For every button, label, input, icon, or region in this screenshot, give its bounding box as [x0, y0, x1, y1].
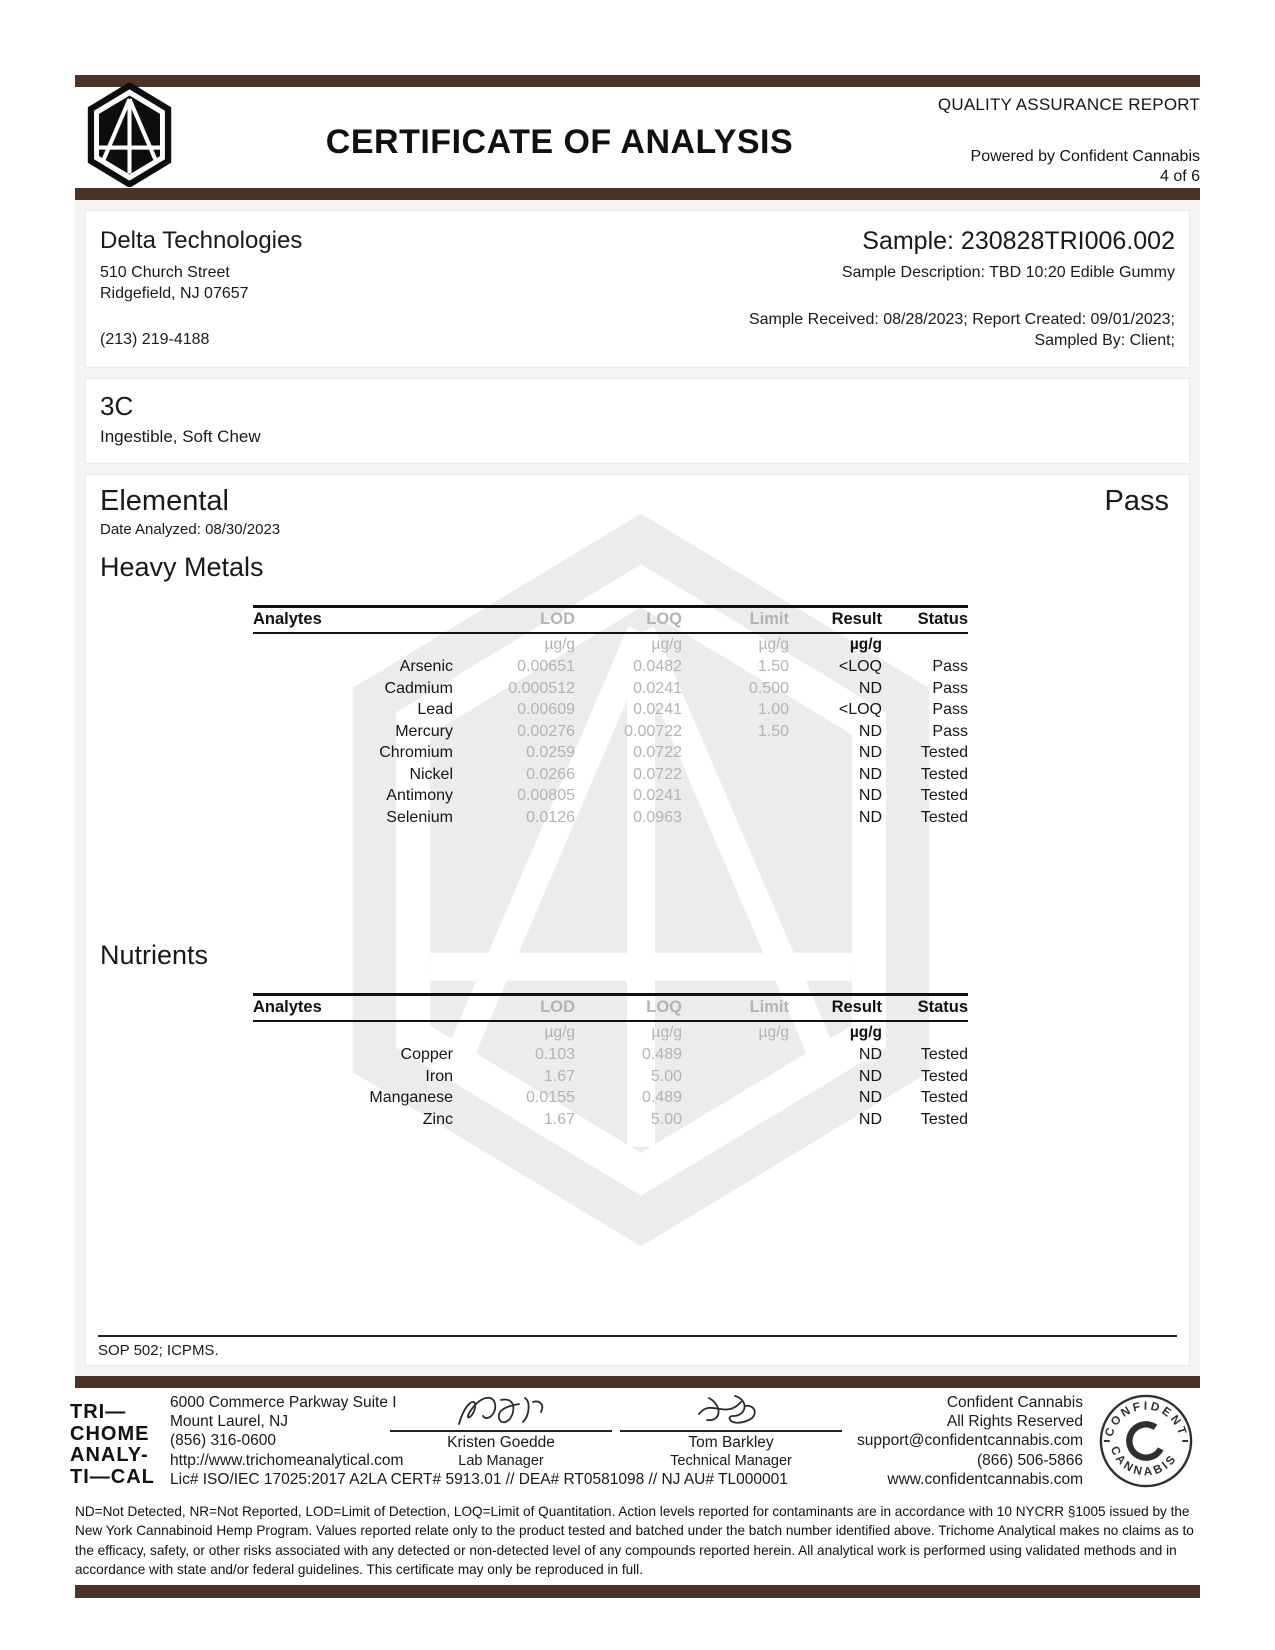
lab-address-line: 6000 Commerce Parkway Suite I [170, 1394, 397, 1411]
loq-unit: µg/g [651, 636, 682, 654]
result-value: ND [858, 722, 882, 740]
col-limit: Limit [682, 607, 789, 634]
analyte-name: Iron [425, 1067, 453, 1085]
limit-unit: µg/g [758, 1024, 789, 1042]
svg-text:CONFIDENT [1102, 1400, 1189, 1439]
nutrients-table [253, 993, 968, 1130]
loq-value: 0.0241 [633, 701, 682, 718]
loq-value: 0.0963 [633, 808, 682, 826]
result-value: ND [858, 1110, 882, 1128]
sample-description: Sample Description: TBD 10:20 Edible Gummy [841, 264, 1175, 281]
status-value: Tested [920, 1110, 968, 1128]
trichome-logo-icon [75, 83, 197, 192]
client-block [100, 227, 302, 351]
loq-value: 5.00 [650, 1110, 682, 1128]
analyte-name: Zinc [422, 1110, 453, 1128]
limit-value: 1.50 [757, 658, 789, 675]
sampled-by: Sampled By: Client; [1034, 331, 1175, 349]
col-limit: Limit [682, 995, 789, 1022]
table-row [253, 1066, 968, 1088]
status-value: Tested [920, 744, 968, 761]
col-result: Result [789, 607, 882, 634]
status-value: Tested [920, 1089, 968, 1106]
signature-tom-icon [620, 1392, 842, 1432]
product-name: 3C [100, 391, 134, 421]
wordmark-line: TI—CAL [70, 1465, 155, 1488]
signatory-title: Technical Manager [670, 1453, 792, 1469]
analyte-name: Copper [400, 1046, 453, 1063]
report-header [75, 87, 1200, 188]
result-unit: µg/g [849, 636, 882, 654]
header-top-bar [75, 75, 1200, 87]
powered-by-label: Powered by Confident Cannabis [970, 148, 1200, 165]
result-value: ND [858, 765, 882, 783]
status-value: Pass [932, 679, 968, 697]
result-value: <LOQ [838, 701, 882, 718]
analyte-name: Chromium [379, 744, 453, 761]
col-status: Status [882, 995, 968, 1022]
bottom-bar [75, 1585, 1200, 1598]
table-row [253, 1044, 968, 1066]
lod-value: 1.67 [543, 1110, 575, 1128]
limit-value: 1.50 [757, 722, 789, 740]
units-row [253, 1021, 968, 1044]
limit-unit: µg/g [758, 636, 789, 654]
status-value: Pass [932, 658, 968, 675]
limit-value: 1.00 [757, 701, 789, 718]
lod-unit: µg/g [544, 1024, 575, 1042]
col-result: Result [789, 995, 882, 1022]
loq-value: 0.0241 [633, 787, 682, 804]
lod-value: 0.0259 [526, 744, 575, 761]
analyte-name: Lead [417, 701, 453, 718]
loq-value: 0.00722 [624, 722, 682, 740]
status-value: Pass [932, 722, 968, 740]
col-loq: LOQ [575, 607, 682, 634]
signatory-name: Kristen Goedde [447, 1434, 555, 1451]
lod-value: 0.0155 [526, 1089, 575, 1106]
loq-value: 0.489 [641, 1089, 682, 1106]
certificate-title: CERTIFICATE OF ANALYSIS [325, 123, 794, 161]
table-row [253, 678, 968, 700]
status-value: Tested [920, 765, 968, 783]
status-value: Tested [920, 1046, 968, 1063]
confident-contact-block [815, 1393, 1083, 1489]
svg-text:CANNABIS [1108, 1444, 1180, 1478]
limit-value: 0.500 [748, 679, 789, 697]
client-name: Delta Technologies [100, 227, 303, 254]
section-title: Elemental [100, 485, 229, 517]
result-unit: µg/g [849, 1024, 882, 1042]
signature-kristen-icon [390, 1392, 612, 1432]
client-sample-card [85, 210, 1190, 368]
loq-value: 0.0722 [633, 744, 682, 761]
table-row [253, 1087, 968, 1109]
sample-id: Sample: 230828TRI006.002 [862, 227, 1175, 255]
table-row [253, 656, 968, 678]
sample-block [749, 227, 1175, 351]
status-value: Tested [920, 808, 968, 826]
limit-value [682, 1066, 789, 1088]
lod-value: 1.67 [543, 1067, 575, 1085]
lod-value: 0.00276 [517, 722, 575, 740]
loq-value: 0.0482 [633, 658, 682, 675]
qa-report-label: QUALITY ASSURANCE REPORT [937, 95, 1200, 114]
table-row [253, 764, 968, 786]
lab-phone: (856) 316-0600 [170, 1432, 276, 1450]
confident-rights: All Rights Reserved [946, 1413, 1083, 1431]
date-analyzed: Date Analyzed: 08/30/2023 [100, 521, 281, 538]
client-address-line2: Ridgefield, NJ 07657 [100, 284, 249, 302]
result-value: ND [858, 787, 882, 804]
lab-address-line: Mount Laurel, NJ [170, 1413, 289, 1431]
lod-value: 0.000512 [508, 679, 575, 697]
loq-value: 0.0722 [633, 765, 682, 783]
disclaimer-text: ND=Not Detected, NR=Not Reported, LOD=Limit of Detection, LOQ=Limit of Quantitation. Action levels reported for contaminants are in accordance with 10 NYCRR §1005 issued by the New York Cannabinoid Hemp Program. Values reported relate only to the product tested and batched under the batch number identified above. Trichome Analytical makes no claims as to the efficacy, safety, or other risks associated with any detected or non-detected level of any compounds reported herein. All analytical work is performed using validated methods and in accordance with state and/or federal guidelines. This certificate may only be reproduced in full. [75, 1504, 1194, 1577]
col-analytes: Analytes [253, 607, 453, 634]
lod-value: 0.00805 [517, 787, 575, 804]
sample-received: Sample Received: 08/28/2023; Report Created: 09/01/2023; [748, 311, 1175, 328]
confident-website: www.confidentcannabis.com [887, 1470, 1083, 1488]
stamp-bottom-text: CANNABIS [1107, 1444, 1181, 1479]
analyte-name: Arsenic [399, 658, 453, 675]
lod-value: 0.103 [534, 1046, 575, 1063]
col-lod: LOD [453, 607, 575, 634]
lod-value: 0.0126 [526, 808, 575, 826]
results-card [85, 474, 1190, 1366]
analyte-name: Mercury [395, 722, 453, 740]
analyte-name: Manganese [369, 1089, 453, 1106]
limit-value [682, 1044, 789, 1066]
stamp-top-text: CONFIDENT [1102, 1399, 1190, 1439]
confident-email: support@confidentcannabis.com [857, 1432, 1083, 1450]
analyte-name: Cadmium [384, 679, 453, 697]
result-value: ND [858, 808, 882, 826]
wordmark-line: CHOME [70, 1422, 150, 1445]
client-address-line1: 510 Church Street [100, 264, 230, 281]
limit-value [682, 742, 789, 764]
status-value: Tested [920, 1067, 968, 1085]
result-value: ND [858, 744, 882, 761]
signatory-name: Tom Barkley [688, 1434, 774, 1451]
license-line: Lic# ISO/IEC 17025:2017 A2LA CERT# 5913.01 // DEA# RT0581098 // NJ AU# TL000001 [170, 1470, 788, 1488]
product-type: Ingestible, Soft Chew [100, 427, 261, 446]
sop-note: SOP 502; ICPMS. [98, 1335, 1177, 1359]
limit-value [682, 1109, 789, 1131]
nutrients-title: Nutrients [100, 940, 209, 970]
lod-unit: µg/g [544, 636, 575, 654]
result-value: ND [858, 1067, 882, 1085]
content-region [75, 200, 1200, 1376]
table-row [253, 785, 968, 807]
signature-block-lab-manager [390, 1392, 612, 1469]
lod-value: 0.00609 [517, 701, 575, 718]
result-value: <LOQ [838, 658, 882, 675]
loq-unit: µg/g [651, 1024, 682, 1042]
page-number: 4 of 6 [1159, 168, 1200, 185]
wordmark-line: ANALY- [70, 1444, 149, 1467]
section-status-badge: Pass [1104, 485, 1169, 517]
result-value: ND [858, 1046, 882, 1063]
lod-value: 0.00651 [517, 658, 575, 675]
limit-value [682, 785, 789, 807]
footer-top-bar [75, 1376, 1200, 1388]
status-value: Pass [932, 701, 968, 718]
limit-value [682, 1087, 789, 1109]
heavy-metals-table [253, 605, 968, 828]
client-phone: (213) 219-4188 [100, 330, 210, 348]
heavy-metals-title: Heavy Metals [100, 552, 264, 582]
table-row [253, 1109, 968, 1131]
units-row [253, 633, 968, 656]
table-row [253, 742, 968, 764]
analyte-name: Nickel [409, 765, 453, 783]
limit-value [682, 807, 789, 829]
result-value: ND [858, 1089, 882, 1106]
signatory-title: Lab Manager [458, 1453, 544, 1469]
header-bottom-bar [75, 188, 1200, 200]
lod-value: 0.0266 [526, 765, 575, 783]
col-analytes: Analytes [253, 995, 453, 1022]
analyte-name: Antimony [386, 787, 453, 804]
footer [70, 1392, 1200, 1492]
col-lod: LOD [453, 995, 575, 1022]
result-value: ND [858, 679, 882, 697]
analyte-name: Selenium [386, 808, 453, 826]
col-status: Status [882, 607, 968, 634]
confident-phone: (866) 506-5866 [977, 1451, 1083, 1469]
table-header-row [253, 995, 968, 1022]
table-row [253, 699, 968, 721]
confident-name: Confident Cannabis [946, 1394, 1083, 1411]
col-loq: LOQ [575, 995, 682, 1022]
loq-value: 0.0241 [633, 679, 682, 697]
confident-cannabis-stamp-icon [1097, 1392, 1195, 1495]
status-value: Tested [920, 787, 968, 804]
table-row [253, 721, 968, 743]
table-row [253, 807, 968, 829]
table-header-row [253, 607, 968, 634]
wordmark-line: TRI— [70, 1401, 127, 1423]
lab-wordmark [70, 1402, 155, 1488]
product-card [85, 378, 1190, 464]
signature-block-technical-manager [620, 1392, 842, 1469]
limit-value [682, 764, 789, 786]
lab-website: http://www.trichomeanalytical.com [170, 1451, 404, 1469]
loq-value: 0.489 [641, 1046, 682, 1063]
loq-value: 5.00 [650, 1067, 682, 1085]
